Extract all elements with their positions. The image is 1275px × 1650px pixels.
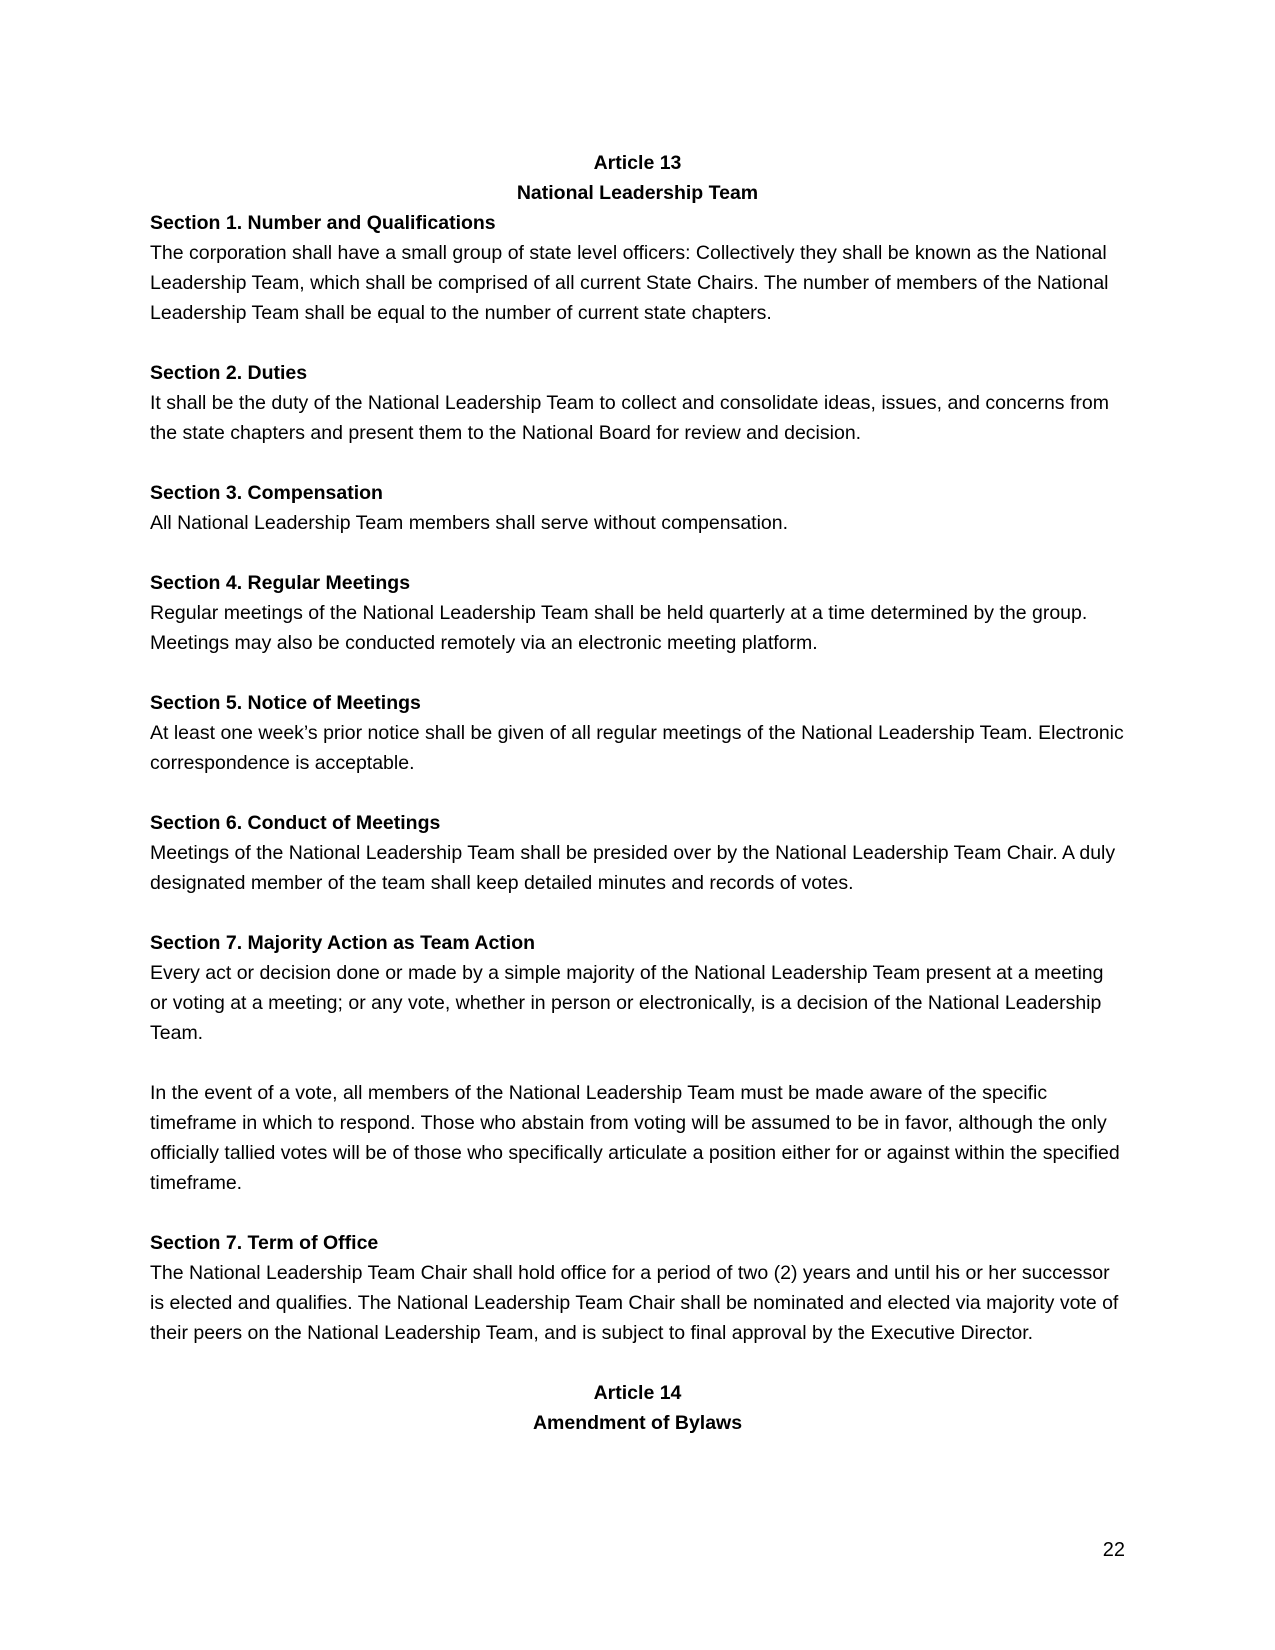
section-heading: Section 6. Conduct of Meetings: [150, 812, 441, 834]
section-4: [150, 568, 1125, 658]
section-paragraph: In the event of a vote, all members of the National Leadership Team must be made aware of the specific timeframe in which to respond. Those who abstain from voting will be assumed to be in favor, although the only officially tallied votes will be of those who specifically articulate a position either for or against within the specified timeframe.: [150, 1082, 1120, 1194]
section-paragraph: At least one week’s prior notice shall be given of all regular meetings of the National Leadership Team. Electronic correspondence is acceptable.: [150, 722, 1124, 774]
section-7-term-of-office: [150, 1228, 1125, 1348]
section-6: [150, 808, 1125, 898]
article-14-subtitle: Amendment of Bylaws: [532, 1412, 743, 1434]
section-3: [150, 478, 1125, 538]
section-paragraph: Regular meetings of the National Leadership Team shall be held quarterly at a time determined by the group. Meetings may also be conducted remotely via an electronic meeting platform.: [150, 602, 1088, 654]
section-paragraph: The National Leadership Team Chair shall hold office for a period of two (2) years and until his or her successor is elected and qualifies. The National Leadership Team Chair shall be nominated and elected via majority vote of their peers on the National Leadership Team, and is subject to final approval by the Executive Director.: [150, 1262, 1119, 1344]
section-heading: Section 5. Notice of Meetings: [150, 692, 421, 714]
section-heading: Section 7. Term of Office: [150, 1232, 379, 1254]
section-paragraph: It shall be the duty of the National Leadership Team to collect and consolidate ideas, issues, and concerns from the state chapters and present them to the National Board for review and decision.: [150, 392, 1109, 444]
section-heading: Section 1. Number and Qualifications: [150, 212, 496, 234]
article-14-title: Article 14: [593, 1382, 682, 1404]
section-paragraph: Meetings of the National Leadership Team shall be presided over by the National Leadership Team Chair. A duly designated member of the team shall keep detailed minutes and records of votes.: [150, 842, 1116, 894]
article-13-subtitle: National Leadership Team: [516, 182, 759, 204]
section-2: [150, 358, 1125, 448]
document-page: [150, 148, 1125, 1438]
article-13-title: Article 13: [593, 152, 682, 174]
section-1: [150, 208, 1125, 328]
section-heading: Section 2. Duties: [150, 362, 308, 384]
section-paragraph: The corporation shall have a small group of state level officers: Collectively they shall be known as the National Leadership Team, which shall be comprised of all current State Chairs. The number of members of the National Leadership Team shall be equal to the number of current state chapters.: [150, 242, 1109, 324]
page-number: 22: [1102, 1539, 1125, 1561]
section-paragraph: Every act or decision done or made by a simple majority of the National Leadership Team present at a meeting or voting at a meeting; or any vote, whether in person or electronically, is a decision of the National Leadership Team.: [150, 962, 1104, 1044]
section-paragraph: All National Leadership Team members shall serve without compensation.: [150, 512, 789, 534]
section-heading: Section 3. Compensation: [150, 482, 383, 504]
section-heading: Section 7. Majority Action as Team Action: [150, 932, 536, 954]
section-5: [150, 688, 1125, 778]
section-7-majority-action: [150, 928, 1125, 1198]
section-heading: Section 4. Regular Meetings: [150, 572, 411, 594]
